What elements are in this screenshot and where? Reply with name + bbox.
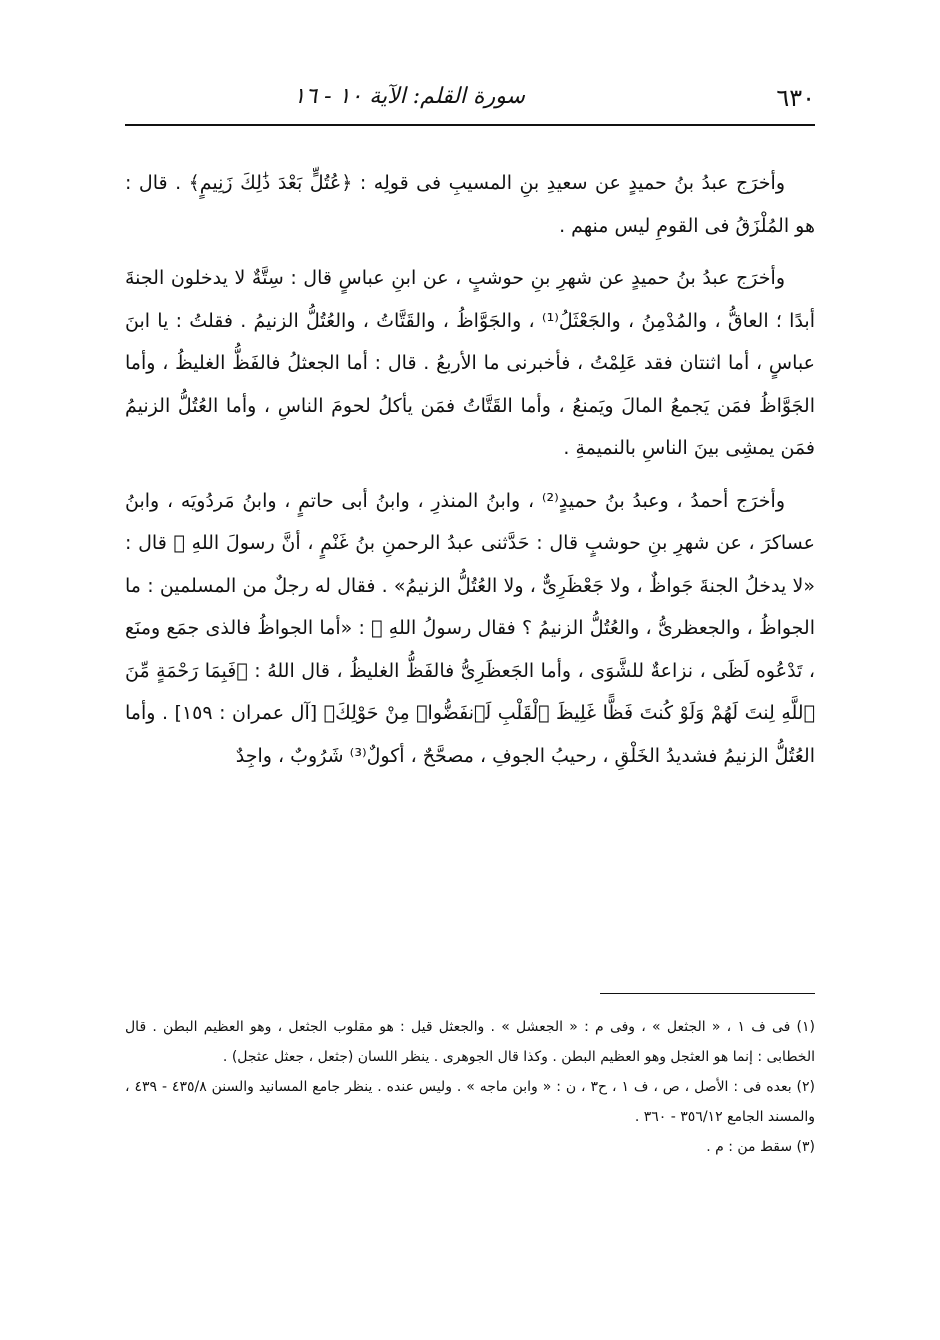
page-number: ٦٣٠ <box>776 84 815 112</box>
footnote-2: (٢) بعده فى : الأصل ، ص ، ف ١ ، ح٣ ، ن : « وابن ماجه » . وليس عنده . ينظر جامع المسانيد والسنن ٤٣٥/٨ - ٤٣٩ ، والمسند الجامع ٣٥٦/١٢ - ٣٦٠ . <box>125 1079 816 1125</box>
paragraph-3: وأخرَج أحمدُ ، وعبدُ بنُ حميدٍ⁽²⁾ ، وابنُ المنذرِ ، وابنُ أبى حاتمٍ ، وابنُ مَردُويَه ، وابنُ عساكرَ ، عن شهرِ بنِ حوشبٍ قال : حَدَّثنى عبدُ الرحمنِ بنُ غَنْمٍ ، أنَّ رسولَ اللهِ ﷺ قال : «لا يدخلُ الجنةَ جَواظٌ ، ولا جَعْظَرِىٌّ ، ولا العُتُلُّ الزنيمُ» . فقال له رجلٌ من المسلمين : ما الجواظُ ، والجعظرىُّ ، والعُتُلُّ الزنيمُ ؟ فقال رسولُ اللهِ ﷺ : «أما الجواظُ فالذى جمَع ومنَع ، تَدْعُوه لَظَى ، نزاعةٌ للشَّوَى ، وأما الجَعظَرِىُّ فالفَظُّ الغليظُ ، قال اللهُ : ﴿فَبِمَا رَحْمَةٍ مِّنَ ٱللَّهِ لِنتَ لَهُمْ وَلَوْ كُنتَ فَظًّا غَلِيظَ ٱلْقَلْبِ لَٱنفَضُّوا۟ مِنْ حَوْلِكَ﴾ [آل عمران : ١٥٩] . وأما العُتُلُّ الزنيمُ فشديدُ الخَلْقِ ، رحيبُ الجوفِ ، مصحَّحٌ ، أكولٌ⁽³⁾ شَرُوبٌ ، واجِدٌ <box>125 489 815 767</box>
main-text <box>125 162 815 777</box>
running-title: سورة القلم: الآية ١٠ - ١٦ <box>293 84 525 109</box>
footnotes <box>125 1012 815 1162</box>
footnote-1: (١) فى ف ١ ، « الجثعل » ، وفى م : « الجعشل » . والجعثل قيل : هو مقلوب الجثعل ، وهو العظيم البطن . قال الخطابى : إنما هو العثجل وهو العظيم البطن . وكذا قال الجوهرى . ينظر اللسان (جثعل ، جعثل عثجل) . <box>125 1019 816 1065</box>
footnote-rule <box>600 993 815 994</box>
header-rule <box>125 124 815 126</box>
paragraph-1: وأخرَج عبدُ بنُ حميدٍ عن سعيدِ بنِ المسيبِ فى قولِه : ﴿عُتُلٍّ بَعْدَ ذَٰلِكَ زَنِيمٍ﴾ . قال : هو المُلْزَقُ فى القومِ ليس منهم . <box>125 172 815 237</box>
paragraph-2: وأخرَج عبدُ بنُ حميدٍ عن شهرِ بنِ حوشبٍ ، عن ابنِ عباسٍ قال : سِتَّةٌ لا يدخلون الجنةَ أبدًا ؛ العاقُّ ، والمُدْمِنُ ، والجَعْثَلُ⁽¹⁾ ، والجَوَّاظُ ، والقَتَّاتُ ، والعُتُلُّ الزنيمُ . فقلتُ : يا ابنَ عباسٍ ، أما اثنتان فقد عَلِمْتُ ، فأخبرنى ما الأربعُ . قال : أما الجعثلُ فالفَظُّ الغليظُ ، وأما الجَوَّاظُ فمَن يَجمعُ المالَ ويَمنعُ ، وأما القَتَّاتُ فمَن يأكلُ لحومَ الناسِ ، وأما العُتُلُّ الزنيمُ فمَن يمشِى بينَ الناسِ بالنميمةِ . <box>125 267 815 459</box>
page-header <box>125 74 815 114</box>
footnote-3: (٣) سقط من : م . <box>706 1139 815 1155</box>
